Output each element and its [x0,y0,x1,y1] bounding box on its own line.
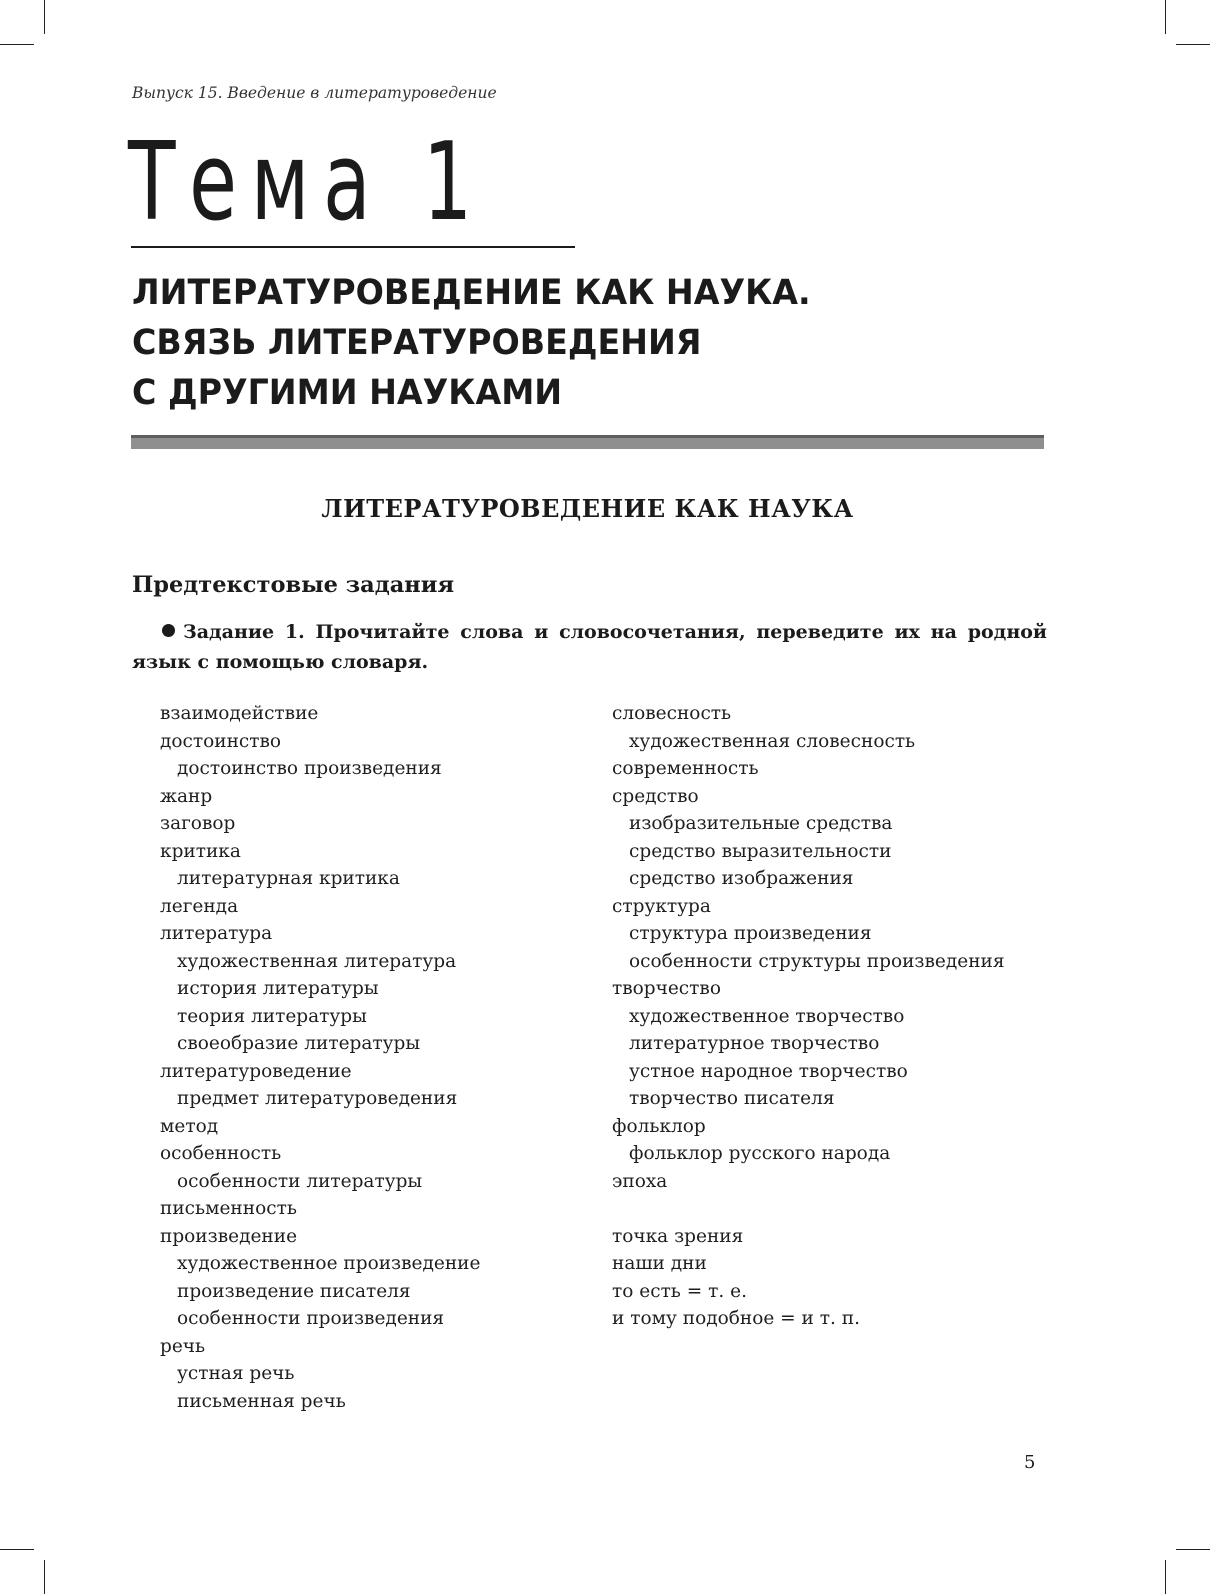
vocabulary-item: художественное творчество [629,1005,905,1027]
crop-mark [0,44,34,45]
page-number: 5 [1024,1452,1036,1473]
subheading: Предтекстовые задания [132,572,455,598]
crop-mark [1176,1549,1210,1550]
vocabulary-item: особенности структуры произведения [629,950,1005,972]
vocabulary-item: особенности литературы [177,1170,423,1192]
vocabulary-item: особенности произведения [177,1308,445,1329]
vocabulary-item: структура [612,895,711,917]
vocabulary-item: жанр [160,785,213,807]
vocabulary-item: средство выразительности [629,840,892,862]
chapter-title [132,268,1006,418]
vocabulary-item: письменность [160,1198,297,1219]
vocabulary-item: литература [160,923,273,944]
vocabulary-item: метод [160,1115,219,1137]
vocabulary-item: литературная критика [177,868,400,889]
crop-mark [1165,1560,1166,1594]
vocabulary-item: художественная литература [177,950,457,972]
vocabulary-item: и тому подобное = и т. п. [612,1308,860,1329]
section-heading: ЛИТЕРАТУРОВЕДЕНИЕ КАК НАУКА [321,494,854,523]
task-text: Задание 1. Прочитайте слова и словосочетания, переведите их на родной язык с помощью словаря. [132,621,1047,673]
vocabulary-item: предмет литературоведения [177,1088,458,1109]
vocabulary-item: письменная речь [177,1390,346,1412]
task-instruction [132,617,1047,677]
vocabulary-item: заговор [160,813,236,834]
vocabulary-item: фольклор русского народа [629,1143,891,1164]
vocabulary-item: достоинство [160,730,282,752]
vocabulary-item: средство [612,785,699,807]
vocabulary-item: современность [612,758,759,779]
vocabulary-item: своеобразие литературы [177,1033,421,1054]
chapter-title-line: С ДРУГИМИ НАУКАМИ [132,373,563,413]
vocabulary-item: произведение писателя [177,1280,411,1302]
vocabulary-item: структура произведения [629,923,872,944]
topic-label: Тема 1 [128,120,486,245]
vocabulary-item: устное народное творчество [629,1060,908,1082]
vocabulary-list-right [612,700,1005,1333]
vocabulary-item: литературное творчество [629,1033,880,1054]
vocabulary-item: история литературы [177,978,379,999]
topic-underline [131,246,575,248]
vocabulary-item: художественная словесность [629,730,916,752]
vocabulary-item: средство изображения [629,868,854,889]
vocabulary-item: произведение [160,1225,298,1247]
crop-mark [1176,44,1210,45]
running-head: Выпуск 15. Введение в литературоведение [132,84,497,102]
vocabulary-item: художественное произведение [177,1253,481,1274]
vocabulary-item: особенность [160,1143,282,1164]
crop-mark [44,0,45,34]
vocabulary-item: творчество [612,978,721,999]
vocabulary-item: эпоха [612,1170,668,1192]
vocabulary-item: легенда [160,895,239,917]
vocabulary-item: достоинство произведения [177,758,442,779]
vocabulary-item: фольклор [612,1115,706,1137]
bullet-icon [162,624,175,637]
vocabulary-item: изобразительные средства [629,813,893,834]
crop-mark [44,1560,45,1594]
vocabulary-item: наши дни [612,1253,707,1274]
vocabulary-item: устная речь [177,1363,295,1384]
vocabulary-item: словесность [612,703,732,724]
vocabulary-item: речь [160,1335,206,1357]
vocabulary-list-left [160,700,480,1415]
vocabulary-item: творчество писателя [629,1088,835,1109]
chapter-title-line: СВЯЗЬ ЛИТЕРАТУРОВЕДЕНИЯ [132,323,702,363]
chapter-title-line: ЛИТЕРАТУРОВЕДЕНИЕ КАК НАУКА. [132,273,811,313]
crop-mark [0,1549,34,1550]
vocabulary-item: то есть = т. е. [612,1280,747,1302]
vocabulary-item: взаимодействие [160,703,319,724]
list-spacer [612,1195,1005,1223]
vocabulary-item: критика [160,840,241,862]
vocabulary-item: точка зрения [612,1225,744,1247]
vocabulary-item: теория литературы [177,1005,367,1027]
vocabulary-item: литературоведение [160,1060,352,1082]
crop-mark [1165,0,1166,34]
section-divider [131,435,1044,449]
